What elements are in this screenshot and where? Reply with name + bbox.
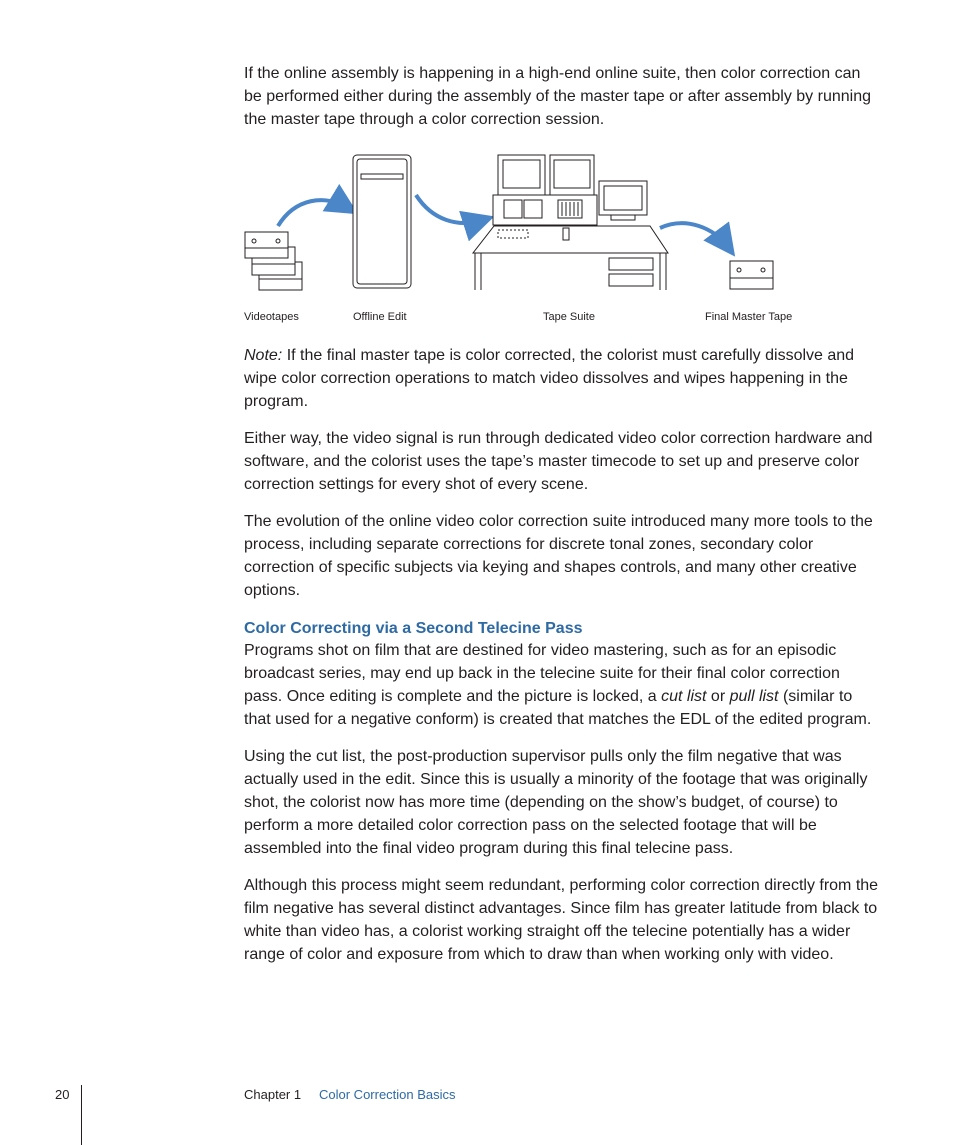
tape-suite-label: Tape Suite [543, 311, 595, 323]
videotapes-label: Videotapes [244, 311, 299, 323]
intro-paragraph: If the online assembly is happening in a high-end online suite, then color correction can be performed either during the assembly of the master tape or after assembly by running the master tape through a color correction session. [244, 65, 871, 128]
videotapes-icon [245, 232, 302, 290]
body-paragraph: The evolution of the online video color correction suite introduced many more tools to the process, including separate corrections for discrete tonal zones, secondary color correction of specific subjects via keying and shapes controls, and many other creative options. [244, 513, 873, 599]
body-paragraph: Although this process might seem redundant, performing color correction directly from the film negative has several distinct advantages. Since film has greater latitude from black to white than video has, a colorist working straight off the telecine potentially has a wider range of color and exposure from which to draw than when working only with video. [244, 877, 879, 963]
tape-suite-icon [473, 155, 668, 290]
arrow-icon [278, 200, 348, 226]
workflow-diagram [240, 150, 820, 332]
p5-text-b: (similar to that used for a negative conform) is created that matches the EDL of the edited program. [244, 688, 872, 728]
body-paragraph [244, 639, 880, 731]
p5-text-or: or [706, 688, 730, 705]
chapter-label: Chapter 1 [244, 1087, 302, 1102]
arrow-icon [660, 223, 728, 247]
arrow-icon [416, 195, 483, 223]
note-text: If the final master tape is color corrected, the colorist must carefully dissolve and wipe color correction operations to match video dissolves and wipes happening in the program. [244, 347, 855, 410]
final-master-tape-label: Final Master Tape [705, 311, 793, 323]
chapter-title: Color Correction Basics [319, 1087, 456, 1102]
page-number: 20 [55, 1087, 70, 1102]
body-paragraph: Using the cut list, the post-production supervisor pulls only the film negative that was actually used in the edit. Since this is usually a minority of the footage that was originally shot, the colorist now has more time (depending on the show’s budget, of course) to perform a more detailed color correction pass on the selected footage that will be assembled into the final video program during this final telecine pass. [244, 748, 868, 857]
note-paragraph [244, 344, 880, 413]
footer-divider [81, 1085, 82, 1145]
p5-text-a: Programs shot on film that are destined for video mastering, such as for an episodic broadcast series, may end up back in the telecine suite for their final color correction pass. Once editing is complete and the picture is locked, a [244, 642, 840, 705]
body-paragraph: Either way, the video signal is run through dedicated video color correction hardware and software, and the colorist uses the tape’s master timecode to set up and preserve color correction settings for every shot of every scene. [244, 430, 873, 493]
cut-list-term: cut list [661, 688, 707, 705]
master-tape-icon [730, 261, 773, 289]
section-heading: Color Correcting via a Second Telecine Pass [244, 620, 583, 637]
pull-list-term: pull list [729, 688, 779, 705]
offline-edit-label: Offline Edit [353, 311, 407, 323]
computer-tower-icon [353, 155, 411, 288]
note-label: Note: [244, 347, 283, 364]
